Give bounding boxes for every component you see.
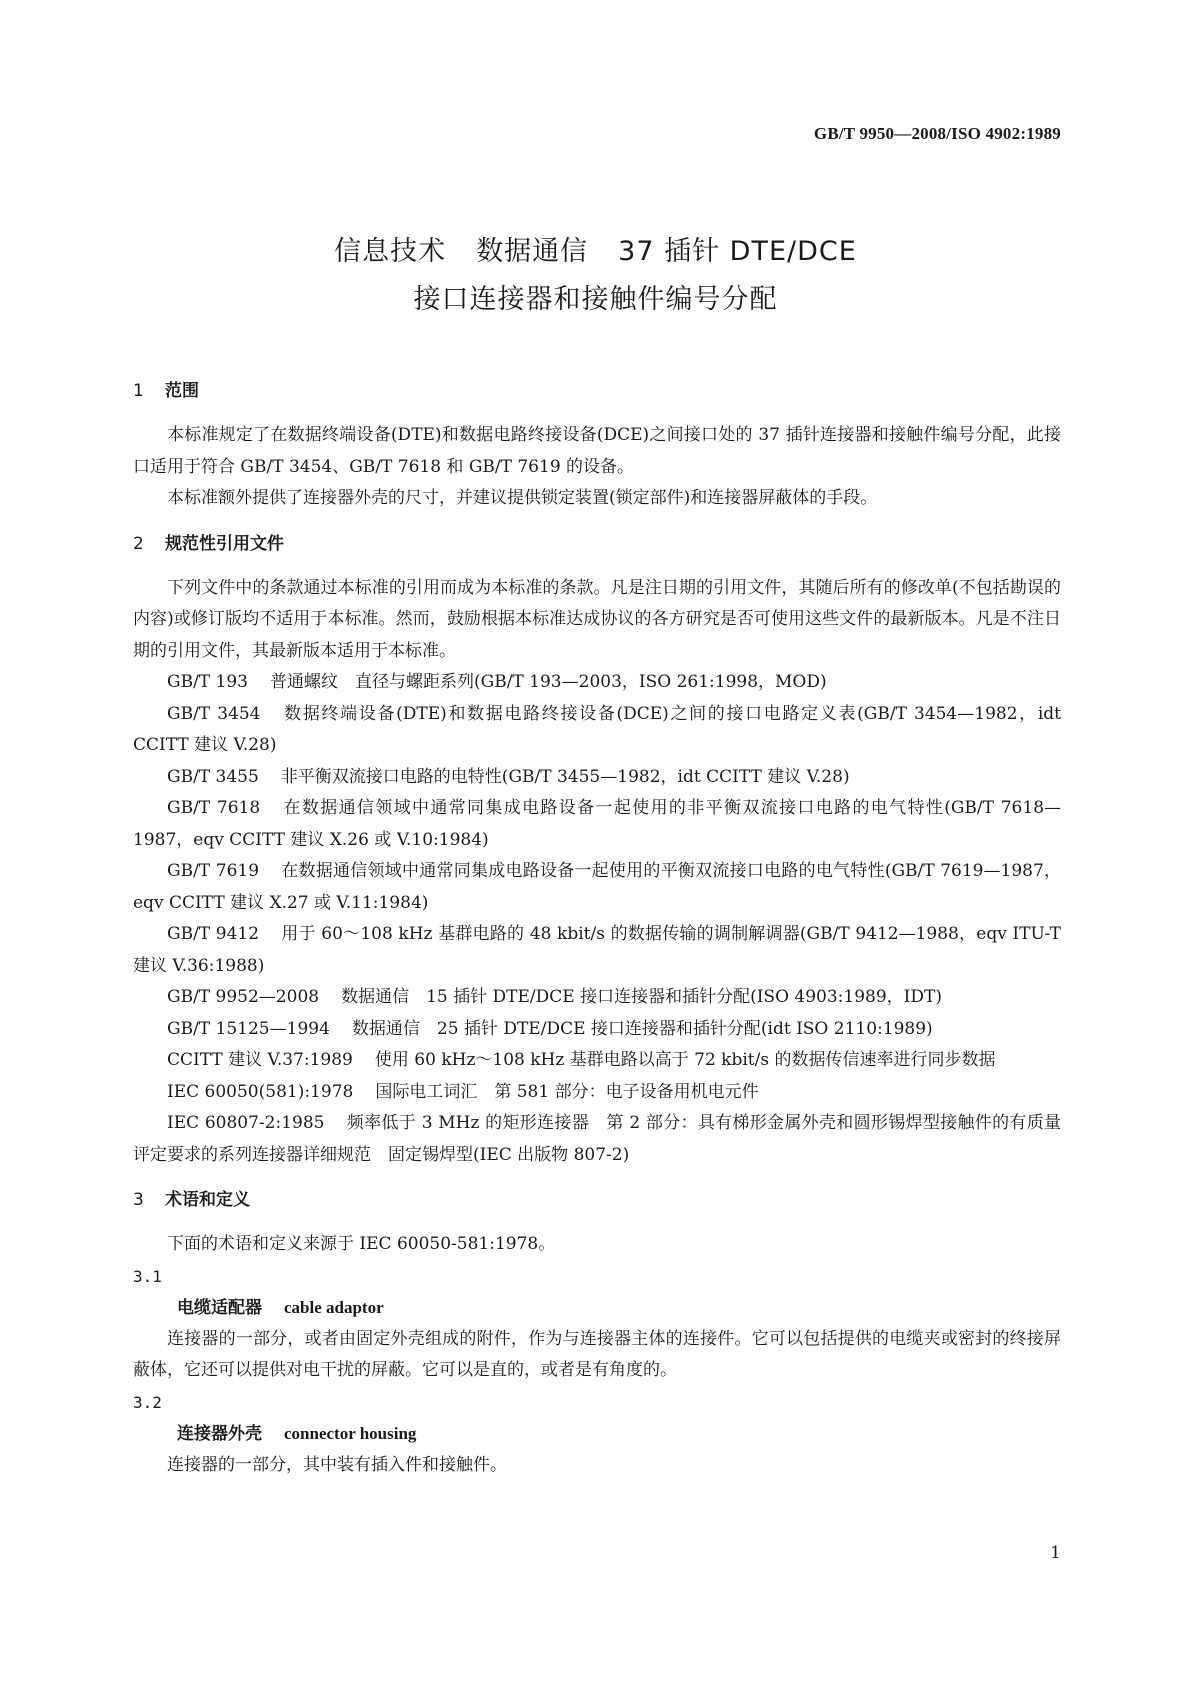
term-definition: 连接器的一部分，其中装有插入件和接触件。 [167,1454,507,1475]
reference-item [133,1014,1061,1046]
standard-number: GB/T 9950—2008/ISO 4902:1989 [813,124,1061,143]
reference-item [133,1045,1061,1077]
paragraph: 下面的术语和定义来源于 IEC 60050-581:1978。 [167,1234,556,1254]
reference-item [133,1077,1061,1109]
reference-item [133,856,1061,919]
reference-text: 非平衡双流接口电路的电特性(GB/T 3455—1982，idt CCITT 建议 V.28) [280,766,850,787]
page-number: 1 [1050,1543,1061,1563]
reference-code: IEC 60807-2:1985 [167,1113,325,1133]
section-number: 1 [133,381,144,401]
reference-code: GB/T 7619 [167,861,260,881]
reference-code: GB/T 7618 [167,798,261,818]
section-number: 3 [133,1190,144,1210]
reference-text: 用于 60～108 kHz 基群电路的 48 kbit/s 的数据传输的调制解调器(GB/T 9412—1988，eqv ITU-T 建议 V.36:1988) [133,924,1061,976]
reference-text: 频率低于 3 MHz 的矩形连接器 第 2 部分：具有梯形金属外壳和圆形锡焊型接触件的有质量评定要求的系列连接器详细规范 固定锡焊型(IEC 出版物 807-2) [133,1113,1061,1165]
document-title [0,228,1191,324]
title-line-1 [0,228,1191,276]
document-body [133,376,1061,1481]
reference-code: GB/T 3455 [167,766,259,787]
title-part-3: 37 插针 DTE/DCE [618,236,857,267]
reference-code: CCITT 建议 V.37:1989 [167,1050,353,1070]
reference-text: 国际电工词汇 第 581 部分：电子设备用机电元件 [375,1081,759,1102]
clause-number: 3.1 [133,1266,162,1286]
reference-code: GB/T 193 [167,672,248,692]
reference-text: 在数据通信领域中通常同集成电路设备一起使用的平衡双流接口电路的电气特性(GB/T 7619—1987，eqv CCITT 建议 X.27 或 V.11:1984) [133,861,1062,913]
reference-item [133,982,1061,1014]
reference-text: 普通螺纹 直径与螺距系列(GB/T 193—2003，ISO 261:1998，MOD) [270,672,827,692]
section-title: 范围 [165,381,199,401]
reference-item [133,667,1061,699]
reference-code: GB/T 15125—1994 [167,1018,330,1039]
title-line-2: 接口连接器和接触件编号分配 [413,284,778,315]
term-entry [133,1292,1061,1324]
title-part-2: 数据通信 [476,236,589,267]
reference-item [133,793,1061,856]
paragraph: 本标准规定了在数据终端设备(DTE)和数据电路终接设备(DCE)之间接口处的 37 插针连接器和接触件编号分配，此接口适用于符合 GB/T 3454、GB/T 7618 和 GB/T 7619 的设备。 [133,425,1061,477]
reference-item [133,919,1061,982]
reference-text: 使用 60 kHz～108 kHz 基群电路以高于 72 kbit/s 的数据传信速率进行同步数据 [374,1050,996,1070]
reference-text: 数据通信 25 插针 DTE/DCE 接口连接器和插针分配(idt ISO 2110:1989) [351,1018,933,1039]
reference-item [133,1108,1061,1171]
reference-item [133,699,1061,762]
term-english: connector housing [284,1423,417,1443]
section-title: 术语和定义 [165,1190,250,1210]
reference-text: 数据通信 15 插针 DTE/DCE 接口连接器和插针分配(ISO 4903:1989，IDT) [341,987,942,1007]
section-number: 2 [133,533,144,554]
term-chinese: 连接器外壳 [177,1423,262,1444]
section-title: 规范性引用文件 [165,533,284,554]
reference-item [133,762,1061,794]
section-heading-scope [133,376,1061,406]
section-heading-terms-and-definitions [133,1185,1061,1215]
section-heading-normative-references [133,529,1061,559]
paragraph: 下列文件中的条款通过本标准的引用而成为本标准的条款。凡是注日期的引用文件，其随后所有的修改单(不包括勘误的内容)或修订版均不适用于本标准。然而，鼓励根据本标准达成协议的各方研究是否可使用这些文件的最新版本。凡是不注日期的引用文件，其最新版本适用于本标准。 [133,577,1061,661]
reference-code: GB/T 9412 [167,924,260,944]
term-definition: 连接器的一部分，或者由固定外壳组成的附件，作为与连接器主体的连接件。它可以包括提供的电缆夹或密封的终接屏蔽体，它还可以提供对电干扰的屏蔽。它可以是直的，或者是有角度的。 [133,1328,1061,1380]
reference-code: GB/T 3454 [167,703,261,724]
reference-text: 数据终端设备(DTE)和数据电路终接设备(DCE)之间的接口电路定义表(GB/T 3454—1982，idt CCITT 建议 V.28) [133,703,1061,755]
term-entry [133,1418,1061,1450]
reference-text: 在数据通信领域中通常同集成电路设备一起使用的非平衡双流接口电路的电气特性(GB/T 7618—1987，eqv CCITT 建议 X.26 或 V.10:1984) [133,798,1062,850]
reference-code: GB/T 9952—2008 [167,987,320,1007]
term-english: cable adaptor [284,1297,384,1317]
title-part-1: 信息技术 [334,236,447,267]
paragraph: 本标准额外提供了连接器外壳的尺寸，并建议提供锁定装置(锁定部件)和连接器屏蔽体的手段。 [167,488,878,508]
clause-number: 3.2 [133,1392,162,1412]
term-chinese: 电缆适配器 [177,1297,262,1318]
reference-code: IEC 60050(581):1978 [167,1081,354,1102]
